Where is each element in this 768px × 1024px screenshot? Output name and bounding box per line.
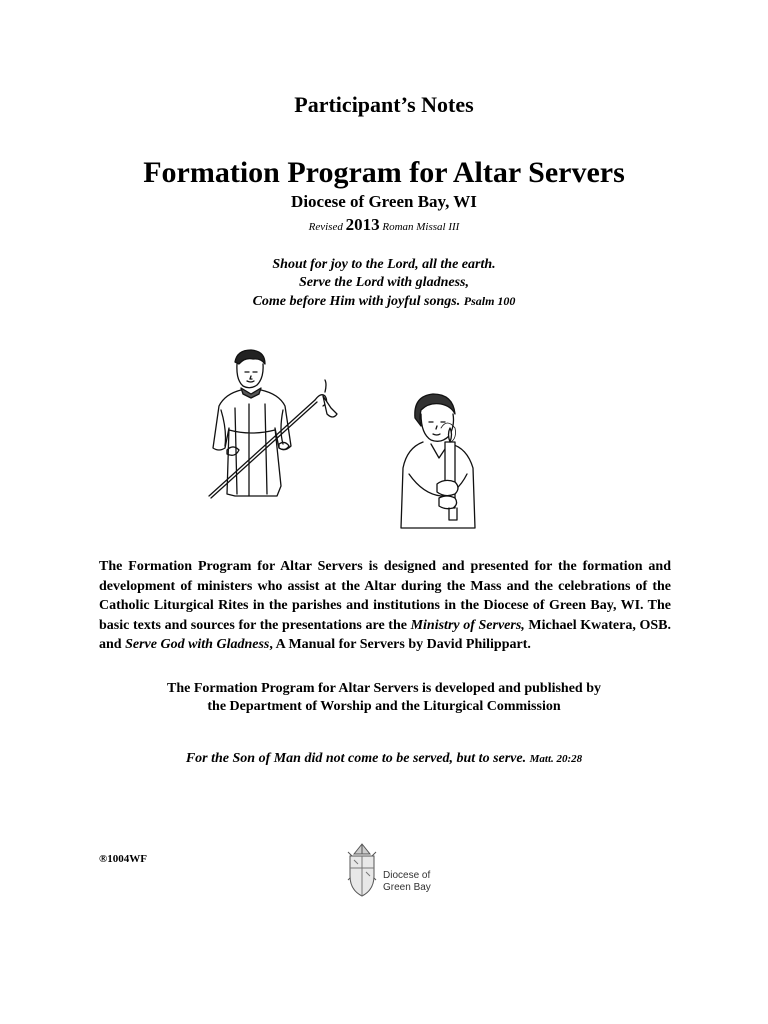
altar-server-boy-illustration [205,348,345,500]
catalog-code: ®1004WF [99,853,147,865]
psalm-reference: Psalm 100 [463,294,516,308]
psalm-line-1: Shout for joy to the Lord, all the earth. [272,257,496,272]
psalm-line-3: Come before Him with joyful songs. Psalm 100 [252,294,516,309]
publisher-statement [0,680,768,716]
matthew-reference: Matt. 20:28 [529,753,583,765]
revised-label: Revised [308,221,343,233]
revision-line [0,215,768,235]
revised-year: 2013 [345,215,380,234]
page-title: Formation Program for Altar Servers [143,156,625,189]
logo-line-1: Diocese of [383,870,431,881]
psalm-quote [0,256,768,311]
logo-line-2: Green Bay [383,882,431,893]
notes-title: Participant’s Notes [294,92,474,117]
publisher-line-1: The Formation Program for Altar Servers is developed and published by [166,681,601,696]
book-title-ministry-of-servers: Ministry of Servers, [410,617,525,633]
diocese-logo-text [383,870,431,894]
publisher-line-2: the Department of Worship and the Liturgical Commission [207,699,561,714]
book-title-serve-god-with-gladness: Serve God with Gladness [125,637,270,652]
program-description: The Formation Program for Altar Servers is designed and presented for the formation and development of ministers who assist at the Altar during the Mass and the celebrations of the Catholic Liturgical Rites in the parishes and institutions in the Diocese of Green Bay, WI. The basic texts and sources for the presentations are the Ministry of Servers, Michael Kwatera, OSB. and Serve God with Gladness, A Manual for Servers by David Philippart. [99,559,671,652]
altar-server-girl-illustration [395,388,495,538]
psalm-line-2: Serve the Lord with gladness, [299,275,469,290]
missal-edition: Roman Missal III [382,221,460,233]
matthew-quote: For the Son of Man did not come to be served, but to serve. Matt. 20:28 [185,751,583,766]
diocese-subtitle: Diocese of Green Bay, WI [291,192,477,211]
